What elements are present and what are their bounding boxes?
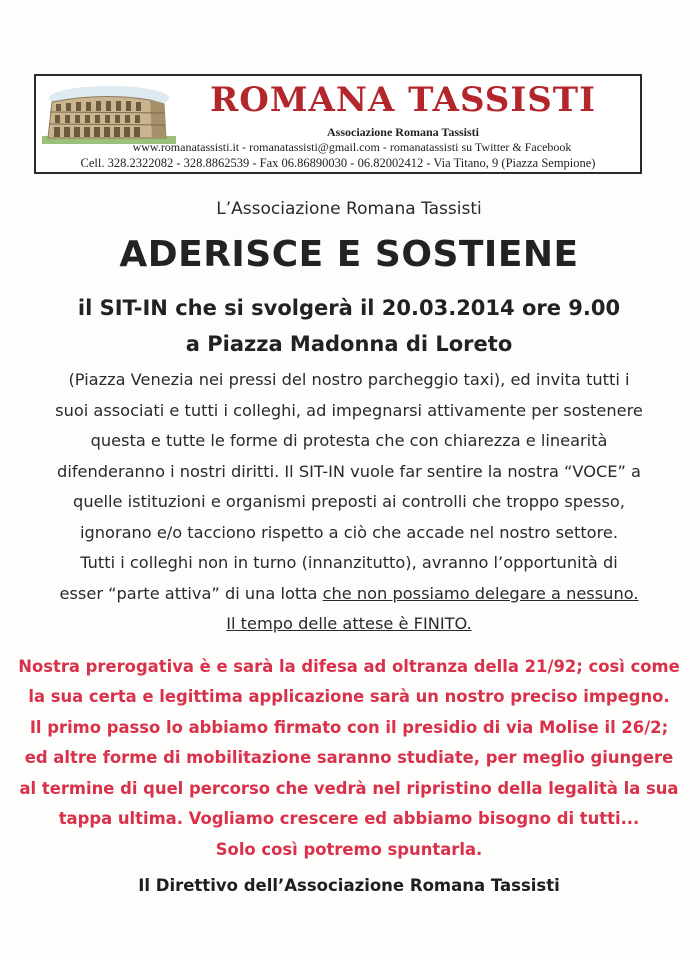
event-date-line: il SIT-IN che si svolgerà il 20.03.2014 ore 9.00 — [77, 296, 621, 320]
body-line: quelle istituzioni e organismi preposti ai controlli che troppo spesso, — [73, 492, 625, 511]
headline: ADERISCE E SOSTIENE — [119, 234, 579, 275]
highlight-line: ed altre forme di mobilitazione saranno studiate, per meglio giungere — [24, 748, 674, 767]
web-contacts: www.romanatassisti.it - romanatassisti@gmail.com - romanatassisti su Twitter & Facebook — [132, 140, 572, 154]
body-line: suoi associati e tutti i colleghi, ad impegnarsi attivamente per sostenere — [55, 400, 643, 420]
association-subtitle: Associazione Romana Tassisti — [326, 125, 480, 139]
body-line: difenderanno i nostri diritti. Il SIT-IN vuole far sentire la nostra “VOCE” a — [57, 461, 641, 481]
body-line: ignorano e/o tacciono rispetto a ciò che accade nel nostro settore. — [80, 522, 618, 542]
body-line-text: esser “parte attiva” di una lotta — [59, 583, 323, 603]
highlight-line: Solo così potremo spuntarla. — [215, 839, 483, 859]
colosseum-icon — [42, 80, 176, 144]
highlight-line: Nostra prerogativa è e sarà la difesa ad oltranza della 21/92; così come — [18, 656, 680, 676]
letterhead — [34, 74, 642, 174]
document-body — [0, 196, 698, 901]
body-line: Tutti i colleghi non in turno (innanzitutto), avranno l’opportunità di — [80, 553, 618, 572]
body-paragraph — [0, 365, 698, 640]
body-line: (Piazza Venezia nei pressi del nostro parcheggio taxi), ed invita tutti i — [68, 370, 630, 389]
underlined-phrase: che non possiamo delegare a nessuno. — [322, 583, 639, 603]
phone-address-line: Cell. 328.2322082 - 328.8862539 - Fax 06.86890030 - 06.82002412 - Via Titano, 9 (Piazza Sempione) — [80, 156, 596, 170]
highlight-line: la sua certa e legittima applicazione sarà un nostro preciso impegno. — [28, 687, 670, 706]
underlined-line: Il tempo delle attese è FINITO. — [226, 614, 472, 633]
brand-name: ROMANA TASSISTI — [209, 80, 597, 120]
highlight-line: Il primo passo lo abbiamo firmato con il presidio di via Molise il 26/2; — [29, 717, 669, 737]
highlight-line: al termine di quel percorso che vedrà nel ripristino della legalità la sua — [19, 778, 679, 798]
intro-line: L’Associazione Romana Tassisti — [216, 199, 482, 219]
highlight-paragraph — [0, 652, 698, 866]
body-line: questa e tutte le forme di protesta che con chiarezza e linearità — [90, 431, 608, 450]
signature: Il Direttivo dell’Associazione Romana Tassisti — [138, 876, 560, 895]
body-line — [0, 579, 698, 610]
event-location-line: a Piazza Madonna di Loreto — [185, 332, 513, 356]
highlight-line: tappa ultima. Vogliamo crescere ed abbiamo bisogno di tutti... — [58, 809, 640, 828]
